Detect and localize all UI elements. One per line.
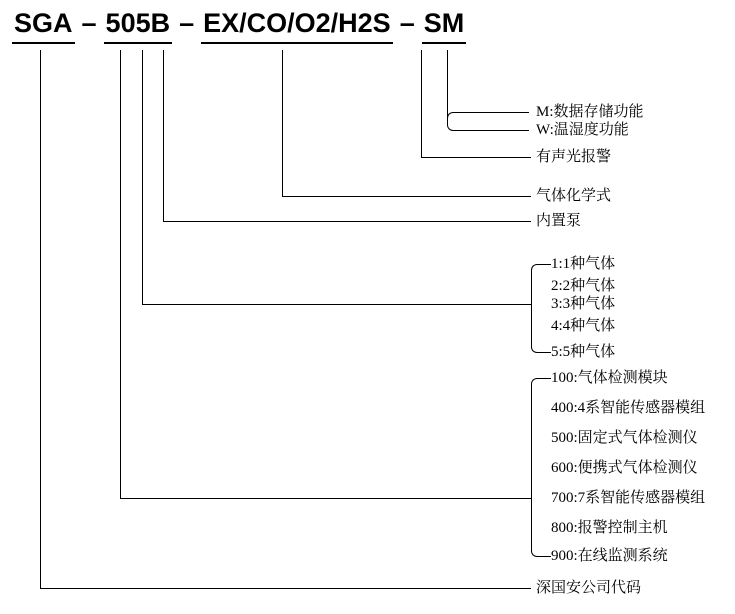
code-segment-sga: SGA	[12, 8, 75, 44]
gas-count-label-1: 1:1种气体	[551, 256, 616, 272]
gas-count-tick-5	[543, 352, 551, 353]
gas-count-label-4: 4:4种气体	[551, 318, 616, 334]
suffix-label-m: M:数据存储功能	[536, 104, 644, 120]
gas-count-tick-1	[543, 264, 551, 265]
suffix-label-w: W:温湿度功能	[536, 122, 629, 138]
leader-line-series-horizontal	[120, 498, 531, 499]
leader-line-company-horizontal	[40, 588, 531, 589]
series-label-900: 900:在线监测系统	[551, 548, 668, 564]
leader-line-gas-count-horizontal	[142, 304, 531, 305]
series-label-700: 700:7系智能传感器模组	[551, 490, 706, 506]
series-label-800: 800:报警控制主机	[551, 520, 668, 536]
gas-count-label-3: 3:3种气体	[551, 296, 616, 312]
gas-count-label-5: 5:5种气体	[551, 344, 616, 360]
leader-line-chemistry	[282, 50, 283, 196]
series-tick-900	[543, 556, 551, 557]
gas-count-bracket-spine	[531, 270, 532, 348]
leader-line-gas-count	[142, 50, 143, 304]
series-label-400: 400:4系智能传感器模组	[551, 400, 706, 416]
code-segment-sm: SM	[422, 8, 467, 44]
leader-line-pump	[163, 50, 164, 221]
series-tick-100	[543, 378, 551, 379]
series-label-600: 600:便携式气体检测仪	[551, 460, 698, 476]
gas-count-bracket-top	[531, 264, 544, 275]
series-label-100: 100:气体检测模块	[551, 370, 668, 386]
code-dash-3: –	[399, 8, 415, 38]
series-bracket-spine	[531, 384, 532, 552]
callout-label-alarm: 有声光报警	[536, 149, 612, 165]
leader-line-suffix	[447, 50, 448, 121]
series-label-500: 500:固定式气体检测仪	[551, 430, 698, 446]
series-bracket-top	[531, 378, 544, 389]
code-segment-505b: 505B	[104, 8, 173, 44]
gas-count-label-2: 2:2种气体	[551, 278, 616, 294]
leader-line-alarm-horizontal	[421, 157, 531, 158]
leader-line-alarm	[421, 50, 422, 157]
code-dash-2: –	[179, 8, 195, 38]
suffix-line-w	[461, 130, 529, 131]
callout-label-company: 深国安公司代码	[536, 580, 642, 596]
leader-line-chemistry-horizontal	[282, 196, 531, 197]
code-dash-1: –	[81, 8, 97, 38]
suffix-line-m	[461, 112, 529, 113]
leader-line-company	[40, 50, 41, 588]
leader-line-series	[120, 50, 121, 498]
callout-label-chemistry: 气体化学式	[536, 188, 612, 204]
callout-label-pump: 内置泵	[536, 213, 582, 229]
model-code	[12, 8, 466, 44]
code-segment-gases: EX/CO/O2/H2S	[201, 8, 393, 44]
leader-line-pump-horizontal	[163, 221, 531, 222]
suffix-bracket-bottom	[447, 121, 462, 131]
